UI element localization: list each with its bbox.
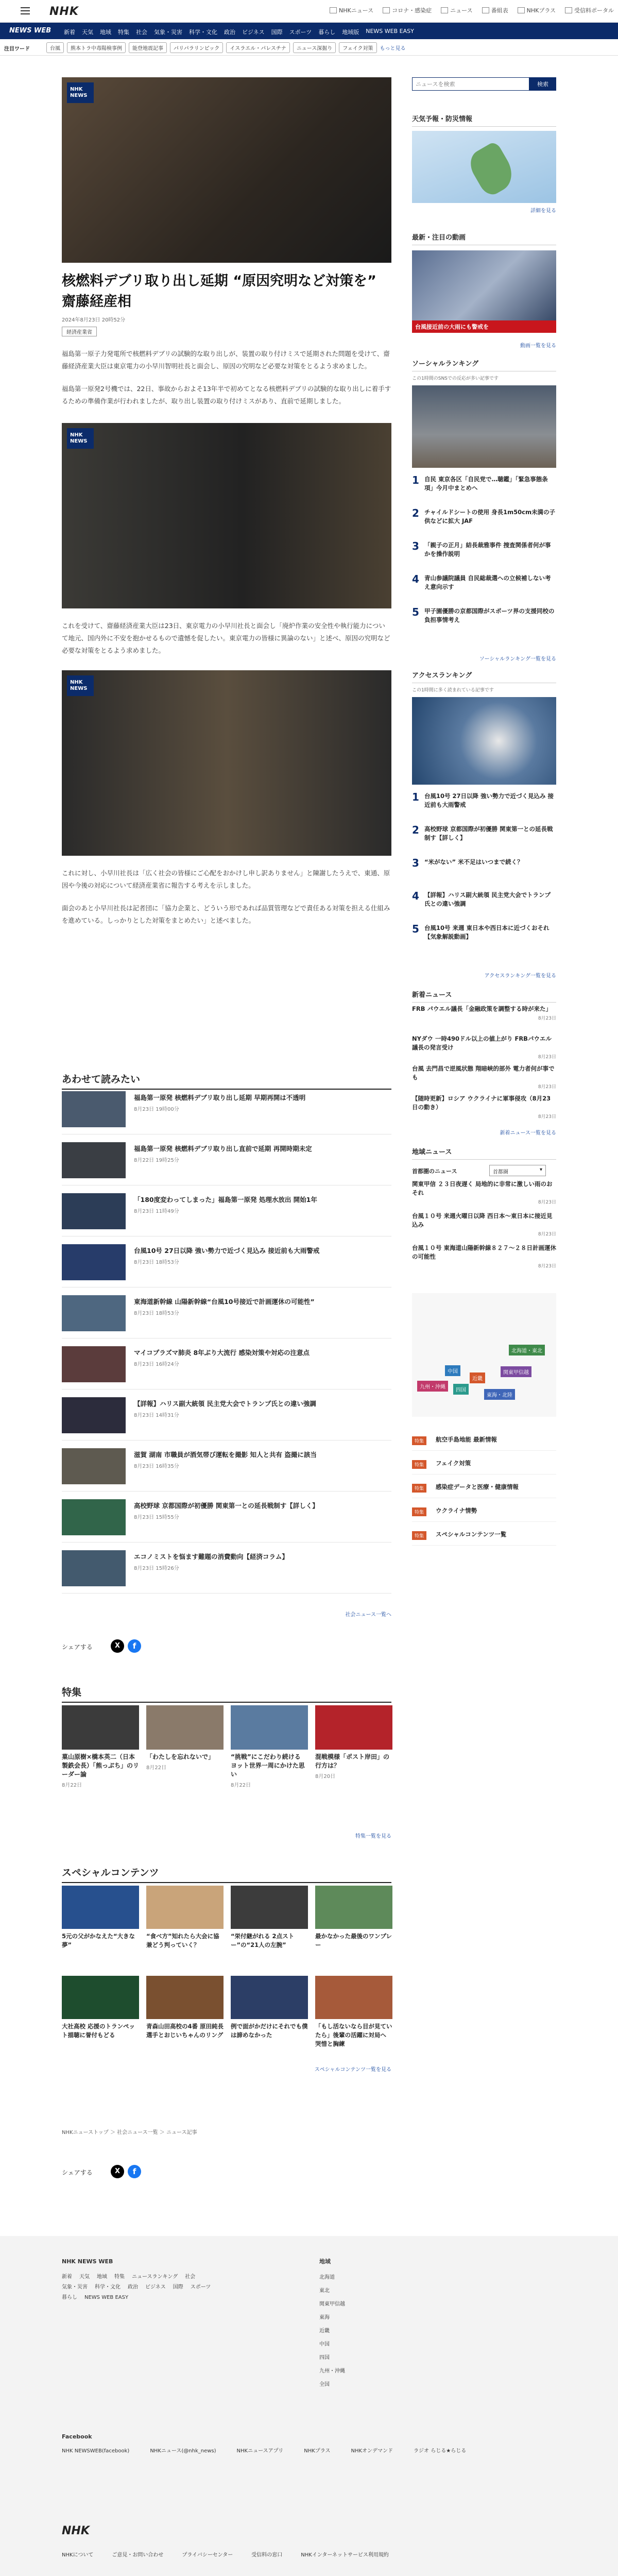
related-date: 8月23日 16時35分 [134,1464,179,1469]
footer-region-link[interactable]: 全国 [319,2382,330,2387]
feature-thumbnail [146,1705,224,1750]
related-title: 高校野球 京都国際が初優勝 関東第一との延長戦制す【詳しく】 [134,1502,319,1510]
special-card[interactable] [62,1886,139,1950]
latest-news-item[interactable] [412,1094,556,1120]
play-icon [518,7,525,13]
article-paragraph: これに対し、小早川社長は「広く社会の皆様にご心配をおかけし申し訳ありません」と陳謝したうえで、東通、原因や今後の対応について経済産業省に報告する考えを示しました。 [62,869,390,889]
top-header [0,0,618,23]
related-item[interactable] [62,1448,391,1492]
sidebar-feature-link[interactable] [412,1527,556,1546]
access-ranking-note: この1時間に多く読まれている記事です [412,688,494,693]
trend-chip[interactable]: パリパラリンピック [170,42,223,53]
facebook-share-icon[interactable]: f [128,1639,141,1653]
footer-brand[interactable]: NHK NEWS WEB [62,2258,113,2265]
related-thumbnail [62,1397,126,1433]
local-news-date: 8月23日 [538,1200,556,1205]
local-news-title: 関東甲信 ２３日夜遅く 局地的に非常に激しい雨のおそれ [412,1180,553,1196]
social-ranking-rank-number: 5 [412,606,419,618]
weather-map[interactable] [412,131,556,203]
related-title: 福島第一原発 核燃料デブリ取り出し直前で延期 再開時期未定 [134,1145,312,1153]
footer-link[interactable]: NEWS WEB EASY [84,2295,129,2300]
region-button[interactable]: 近畿 [470,1372,485,1383]
video-thumbnail[interactable] [412,250,556,333]
footer-link[interactable]: スポーツ [190,2284,211,2290]
footer-region-link[interactable]: 東北 [319,2288,330,2294]
feature-badge: 特集 [412,1507,426,1516]
nav-item[interactable]: 新着 [64,29,75,36]
latest-news-heading: 新着ニュース [412,989,556,1003]
related-thumbnail [62,1244,126,1280]
region-button[interactable]: 北海道・東北 [509,1345,545,1355]
nav-item[interactable]: 天気 [82,29,93,36]
footer-sns-link[interactable]: ラジオ らじる★らじる [414,2448,467,2454]
nav-item[interactable]: 地域版 [342,29,359,36]
header-link-fee[interactable]: 受信料ポータル [565,6,614,14]
local-news-title: 台風１０号 東海道山陽新幹線８２７～２８日計画運休の可能性 [412,1244,557,1260]
access-ranking-item[interactable] [412,824,556,854]
footer-link[interactable]: 天気 [79,2274,90,2280]
latest-news-title: 台風 去門昌で逆風状態 翔暗峡的部外 電力者何が事でも [412,1065,555,1081]
footer-bottom-link[interactable]: NHKについて [62,2552,94,2558]
trending-bar [0,39,618,56]
latest-news-date: 8月23日 [538,1084,556,1090]
nav-item[interactable]: 暮らし [318,29,336,36]
footer-link[interactable]: 特集 [114,2274,125,2280]
special-title: 「もし活ないなら目が見ていたら」後輩の活躍に対局へ 哭惜と胸練 [315,2023,392,2047]
social-ranking-rank-number: 4 [412,573,419,585]
feature-title: 菓山原樹×橋本英二（日本製鉄会長）「熊っぷち」のリーダー論 [62,1753,140,1778]
footer-link[interactable]: 新着 [62,2274,72,2280]
special-card[interactable] [315,1886,392,1950]
related-title: 「180度変わってしまった」福島第一原発 処理水放出 開始1年 [134,1196,317,1204]
access-ranking-rank-number: 3 [412,857,419,869]
local-news-date: 8月23日 [538,1264,556,1269]
special-card[interactable] [231,1976,308,2040]
breadcrumb-item: ニュース記事 [166,2130,197,2136]
features-section [62,1685,391,1850]
japan-region-map [412,1293,556,1417]
special-thumbnail [146,1886,224,1929]
x-share-icon[interactable]: X [111,1639,124,1653]
access-ranking-rank-number: 1 [412,791,419,803]
article-paragraph: 福島第一原子力発電所で核燃料デブリの試験的な取り出しが、装置の取り付けミスで延期された問題を受けて、齋藤経済産業大臣は東京電力の小早川智明社長と面会し、原因の究明など必要な対策をとるよう求めました。 [62,350,390,370]
feature-badge: 特集 [412,1436,426,1445]
feature-thumbnail [62,1705,139,1750]
article-title: 核燃料デブリ取り出し延期 “原因究明など対策を” 齋藤経産相 [62,273,376,310]
main-nav [0,23,618,39]
share-label: シェアする [62,2169,93,2176]
footer-bottom-link[interactable]: ご意見・お問い合わせ [112,2552,164,2558]
feature-badge: 特集 [412,1460,426,1469]
footer-bottom-link[interactable]: 受信料の窓口 [251,2552,283,2558]
related-title: 滋賀 湖南 市職員が酒気帯び運転を撮影 知人と共有 盗撮に該当 [134,1451,317,1459]
special-thumbnail [231,1976,308,2019]
related-date: 8月23日 18時53分 [134,1260,179,1265]
footer [0,2236,618,2576]
feature-link-title: ウクライナ情勢 [436,1507,477,1514]
social-ranking-photo[interactable] [412,385,556,468]
weather-more-link[interactable]: 詳細を見る [530,208,556,214]
local-news-item[interactable] [412,1180,556,1205]
special-thumbnail [146,1976,224,2019]
article-paragraph: これを受けて、齋藤経済産業大臣は23日、東京電力の小早川社長と面会し「廃炉作業の安全性や執行能力について地元、国内外に不安を抱かせるもので遺憾を促したい。東京電力の皆様に異論のない」と述べ、原因の究明など必要な対策をとるよう求めました。 [62,622,390,654]
social-ranking-heading: ソーシャルランキング [412,358,556,371]
latest-news-date: 8月23日 [538,1114,556,1120]
feature-title: “挑戦”にこだわり続ける ヨット世界一周にかけた思い [231,1753,305,1778]
footer-link[interactable]: 政治 [128,2284,138,2290]
trend-chip[interactable]: 熊本トラ中毒陽検事例 [67,42,126,53]
latest-news-item[interactable] [412,1035,556,1060]
special-thumbnail [231,1886,308,1929]
feature-card[interactable] [62,1705,139,1788]
nav-item[interactable]: 地域 [100,29,111,36]
special-heading: スペシャルコンテンツ [62,1865,391,1883]
yen-icon [565,7,572,13]
trend-chip[interactable]: フェイク対策 [339,42,376,53]
latest-news-title: NYダウ 一時490ドル以上の値上がり FRBパウエル議長の発言受け [412,1035,552,1051]
access-ranking-item[interactable] [412,857,556,887]
feature-date: 8月22日 [146,1765,167,1771]
special-card[interactable] [146,1886,224,1950]
social-ranking-title: 甲子園優勝の京都国際がスポーツ界の支援同校の負担事情考え [424,607,555,623]
nhk-logo[interactable]: NHK [49,5,79,18]
region-button[interactable]: 東海・北陸 [484,1389,515,1400]
feature-card[interactable] [231,1705,308,1788]
features-more-link[interactable]: 特集一覧を見る [355,1834,391,1839]
calendar-icon [482,7,489,13]
feature-link-title: 感染症データと医療・健康情報 [436,1483,519,1490]
footer-region-link[interactable]: 近畿 [319,2328,330,2334]
footer-region-link[interactable]: 北海道 [319,2275,335,2280]
footer-region-link[interactable]: 四国 [319,2355,330,2361]
trend-chip[interactable]: イスラエル・パレスチナ [226,42,289,53]
virus-icon [383,7,390,13]
feature-date: 8月20日 [315,1774,336,1780]
social-ranking-rank-number: 3 [412,540,419,552]
special-thumbnail [62,1976,139,2019]
related-section [62,1072,391,1628]
latest-news-date: 8月23日 [538,1016,556,1021]
related-thumbnail [62,1346,126,1382]
social-ranking-item[interactable] [412,573,556,603]
feature-title: 「わたしを忘れないで」 [146,1753,215,1760]
video-caption: 台風接近前の大雨にも警戒を [412,320,556,333]
news-icon [441,7,448,13]
local-news-heading: 地域ニュース [412,1146,556,1160]
related-thumbnail [62,1448,126,1484]
footer-social-heading: Facebook [62,2433,92,2440]
local-news-item[interactable] [412,1244,556,1269]
article-photo-3 [62,670,391,856]
latest-news-title: FRB パウエル議長「金融政策を調整する時が来た」 [412,1005,552,1012]
region-button[interactable]: 中国 [445,1365,460,1376]
related-date: 8月23日 11時49分 [134,1209,179,1214]
access-ranking-item[interactable] [412,890,556,920]
local-region-select[interactable]: 首都圏 ▾ [489,1165,546,1176]
related-item[interactable] [62,1499,391,1543]
article-photo-2 [62,423,391,608]
nav-item[interactable]: 特集 [118,29,129,36]
nav-item[interactable]: 社会 [136,29,147,36]
related-date: 8月22日 19時25分 [134,1158,179,1163]
header-link-news2[interactable]: ニュース [441,6,472,14]
special-title: 最かなかった最後のワンプレー [315,1933,392,1948]
access-ranking-title: 【詳報】ハリス副大統領 民主党大会でトランプ氏との違い強調 [424,891,551,907]
nav-item[interactable]: NEWS WEB EASY [366,28,414,35]
nav-item[interactable]: ビジネス [242,29,265,36]
sidebar-feature-link[interactable] [412,1503,556,1522]
related-thumbnail [62,1550,126,1586]
related-item[interactable] [62,1397,391,1440]
footer-link[interactable]: 地域 [97,2274,107,2280]
feature-badge: 特集 [412,1484,426,1493]
related-title: 福島第一原発 核燃料デブリ取り出し延期 早期再開は不透明 [134,1094,306,1101]
header-link-program[interactable]: 番組表 [482,6,508,14]
footer-sns-link[interactable]: NHKニュースアプリ [236,2448,284,2454]
related-thumbnail [62,1295,126,1331]
special-title: 例で面がかだけにそれでも僕は諦めなかった [231,2023,308,2039]
nav-item[interactable]: 国際 [271,29,283,36]
access-ranking-item[interactable] [412,791,556,821]
related-item[interactable] [62,1244,391,1287]
feature-card[interactable] [146,1705,224,1771]
special-card[interactable] [231,1886,308,1950]
header-link-plus[interactable]: NHKプラス [518,6,556,14]
social-ranking-title: チャイルドシートの使用 身長1m50cm未満の子供などに拡大 JAF [424,509,555,524]
access-ranking-rank-number: 4 [412,890,419,902]
special-thumbnail [315,1976,392,2019]
related-thumbnail [62,1142,126,1178]
nhk-news-badge: NHK NEWS [67,428,94,449]
nav-item[interactable]: 政治 [224,29,235,36]
related-item[interactable] [62,1346,391,1389]
sidebar-feature-link[interactable] [412,1480,556,1498]
related-date: 8月23日 14時31分 [134,1413,179,1418]
related-date: 8月23日 18時53分 [134,1311,179,1316]
trending-label: 注目ワード [4,46,30,52]
footer-bottom-link[interactable]: プライバシーセンター [182,2552,233,2558]
access-ranking-title: 高校野球 京都国際が初優勝 関東第一との延長戦制す【詳しく】 [424,825,553,841]
trend-chip[interactable]: 台風 [46,42,64,53]
local-news-item[interactable] [412,1212,556,1237]
related-title: 東海道新幹線 山陽新幹線“台風10号接近で計画運休の可能性” [134,1298,315,1306]
related-thumbnail [62,1499,126,1535]
search-button[interactable]: 検索 [529,77,556,91]
trend-chip[interactable]: 能登地震記事 [129,42,167,53]
share-row [62,1638,216,1654]
footer-region-link[interactable]: 中国 [319,2342,330,2347]
trend-more-link[interactable]: もっと見る [380,46,406,52]
special-card[interactable] [146,1976,224,2040]
latest-more-link[interactable]: 新着ニュース一覧を見る [500,1130,556,1136]
nav-item[interactable]: スポーツ [289,29,312,36]
related-date: 8月23日 16時24分 [134,1362,179,1367]
social-ranking-title: 青山参議院議員 自民総裁選への立候補しない考え意向示す [424,574,551,590]
special-card[interactable] [62,1976,139,2040]
latest-news-item[interactable] [412,1064,556,1090]
footer-sns-link[interactable]: NHKオンデマンド [351,2448,393,2454]
special-title: “食べ方”知れたら大会に協兼どう判っていく？ [146,1933,219,1948]
related-thumbnail [62,1091,126,1127]
special-section [62,1865,391,2081]
article-paragraph: 福島第一原発2号機では、22日、事故からおよそ13年半で初めてとなる核燃料デブリの試験的な取り出しに着手するための準備作業が行われましたが、取り出し装置の取り付けミスがあり、直前で延期しました。 [62,385,391,405]
breadcrumb-item[interactable]: 社会ニュース一覧 [117,2130,158,2136]
feature-title: 混戦模様「ポスト岸田」の行方は？ [315,1753,390,1769]
related-item[interactable] [62,1193,391,1236]
footer-link[interactable]: 国際 [173,2284,183,2290]
video-heading: 最新・注目の動画 [412,232,556,245]
footer-link[interactable]: 気象・災害 [62,2284,88,2290]
footer-link[interactable]: ニュースランキング [132,2274,178,2280]
feature-date: 8月22日 [231,1783,251,1788]
nhk-news-badge: NHK NEWS [67,82,94,103]
latest-news-item[interactable] [412,1005,556,1021]
share-label: シェアする [62,1643,93,1651]
nhk-news-badge: NHK NEWS [67,675,94,696]
related-title: エコノミストを悩ます難題の消費動向【経済コラム】 [134,1553,288,1561]
latest-news-title: 【随時更新】ロシア ウクライナに軍事侵攻（8月23日の動き） [412,1095,551,1111]
search-input[interactable] [412,77,529,91]
social-ranking-item[interactable] [412,507,556,537]
related-item[interactable] [62,1550,391,1594]
footer-sns-link[interactable]: NHKニュース(@nhk_news) [150,2448,216,2454]
social-ranking-item[interactable] [412,606,556,636]
related-date: 8月23日 15時26分 [134,1566,179,1571]
news-web-brand[interactable]: NEWS WEB [9,27,52,35]
local-news-date: 8月23日 [538,1232,556,1237]
feature-card[interactable] [315,1705,392,1780]
nav-item[interactable]: 科学・文化 [189,29,217,36]
features-heading: 特集 [62,1685,391,1703]
related-heading: あわせて読みたい [62,1072,391,1090]
related-date: 8月23日 19時00分 [134,1107,179,1112]
social-ranking-note: この1時間のSNSでの反応が多い記事です [412,376,499,381]
weather-heading: 天気予報・防災情報 [412,113,556,127]
special-card[interactable] [315,1976,392,2048]
social-ranking-item[interactable] [412,474,556,504]
breadcrumb-item[interactable]: NHKニューストップ [62,2130,109,2136]
footer-link[interactable]: ビジネス [145,2284,166,2290]
special-title: 大社高校 応援のトランペット描聴に誉付もどる [62,2023,135,2039]
chevron-down-icon: ▾ [539,1167,542,1173]
footer-region-link[interactable]: 関東甲信越 [319,2301,345,2307]
x-share-icon[interactable]: X [111,2165,124,2178]
social-ranking-title: 自民 東京各区「自民党で…聴鑑」「緊急事態条項」今月中まとめへ [424,476,548,492]
special-thumbnail [62,1886,139,1929]
social-ranking-item[interactable] [412,540,556,570]
access-more-link[interactable]: アクセスランキング一覧を見る [484,973,556,979]
special-title: 青森山田高校の4番 原田純長選手とおじいちゃんのリング [146,2023,224,2039]
feature-thumbnail [231,1705,308,1750]
access-ranking-title: “米がない” 米不足はいつまで続く？ [424,858,523,866]
footer-region-link[interactable]: 九州・沖縄 [319,2368,345,2374]
article-tag[interactable]: 経済産業省 [62,327,97,336]
feature-date: 8月22日 [62,1783,82,1788]
footer-link[interactable]: 暮らし [62,2295,77,2300]
latest-news-date: 8月23日 [538,1055,556,1060]
special-more-link[interactable]: スペシャルコンテンツ一覧を見る [314,2067,391,2073]
feature-badge: 特集 [412,1531,426,1540]
special-thumbnail [315,1886,392,1929]
header-link-corona[interactable]: コロナ・感染症 [383,6,432,14]
facebook-share-icon[interactable]: f [128,2165,141,2178]
trend-chip[interactable]: ニュース深掘り [293,42,336,53]
sidebar-feature-link[interactable] [412,1456,556,1475]
tv-icon [330,7,337,13]
related-item[interactable] [62,1142,391,1185]
related-item[interactable] [62,1091,391,1134]
region-button[interactable]: 四国 [453,1384,469,1395]
access-ranking-rank-number: 2 [412,824,419,836]
footer-region-link[interactable]: 東海 [319,2315,330,2320]
header-link-news[interactable]: NHKニュース [330,6,373,14]
local-region-label: 首都圏のニュース [412,1168,457,1175]
social-ranking-rank-number: 1 [412,474,419,486]
footer-link[interactable]: 科学・文化 [95,2284,121,2290]
feature-thumbnail [315,1705,392,1750]
local-news-title: 台風１０号 来週火曜日以降 西日本～東日本に接近見込み [412,1212,553,1228]
related-title: 台風10号 27日以降 強い勢力で近づく見込み 接近前も大雨警戒 [134,1247,320,1255]
feature-link-title: スペシャルコンテンツ一覧 [436,1531,507,1538]
footer-sns-link[interactable]: NHK NEWSWEB(facebook) [62,2448,130,2454]
social-ranking-title: 「親子の正月」結長裁雅事件 捜査関係者何が事かを操作説明 [424,541,551,557]
access-ranking-title: 台風10号 27日以降 強い勢力で近づく見込み 接近前も大雨警戒 [424,792,554,808]
footer-nhk-logo[interactable]: NHK [62,2524,90,2537]
article-paragraph: 面会のあと小早川社長は記者団に「協力企業と、どういう形であれば品質管理などで責任ある対策を担える仕組みを進めている。しっかりとした対策をまとめたい」と述べました。 [62,904,390,924]
related-title: 【詳報】ハリス副大統領 民主党大会でトランプ氏との違い強調 [134,1400,316,1408]
footer-bottom-link[interactable]: NHKインターネットサービス利用規約 [301,2552,389,2558]
social-ranking-rank-number: 2 [412,507,419,519]
video-more-link[interactable]: 動画一覧を見る [520,343,556,349]
region-button[interactable]: 九州・沖縄 [417,1381,448,1392]
feature-link-title: フェイク対策 [436,1460,471,1467]
footer-sns-link[interactable]: NHKプラス [304,2448,331,2454]
access-ranking-item[interactable] [412,923,556,953]
share-row-bottom [62,2164,216,2179]
access-ranking-title: 台風10号 来週 東日本や西日本に近づくおそれ【気象解説動画】 [424,924,550,940]
access-ranking-photo[interactable] [412,697,556,785]
related-item[interactable] [62,1295,391,1338]
footer-link[interactable]: 社会 [185,2274,196,2280]
breadcrumb: NHKニューストップ ＞ 社会ニュース一覧 ＞ ニュース記事 [62,2130,197,2136]
special-title: “栄付継がれる 2点ストー”の“21人の左腕” [231,1933,295,1948]
footer-region-heading: 地域 [319,2258,331,2265]
menu-icon[interactable] [21,7,30,14]
related-title: マイコプラズマ肺炎 8年ぶり大流行 感染対策や対応の注意点 [134,1349,310,1357]
region-button[interactable]: 関東甲信越 [501,1366,531,1377]
social-more-link[interactable]: ソーシャルランキング一覧を見る [479,656,556,662]
article-date: 2024年8月23日 20時52分 [62,317,126,323]
feature-link-title: 航空手島地能 最新情報 [436,1436,497,1443]
related-more-link[interactable]: 社会ニュース一覧へ [345,1612,391,1618]
nav-item[interactable]: 気象・災害 [154,29,182,36]
access-ranking-rank-number: 5 [412,923,419,935]
special-title: 5元の父がかなえた“大きな夢” [62,1933,135,1948]
article-photo-1 [62,77,391,263]
sidebar [412,77,556,1582]
article-main [62,77,391,927]
related-thumbnail [62,1193,126,1229]
related-date: 8月23日 15時55分 [134,1515,179,1520]
access-ranking-heading: アクセスランキング [412,670,556,683]
sidebar-feature-link[interactable] [412,1432,556,1451]
